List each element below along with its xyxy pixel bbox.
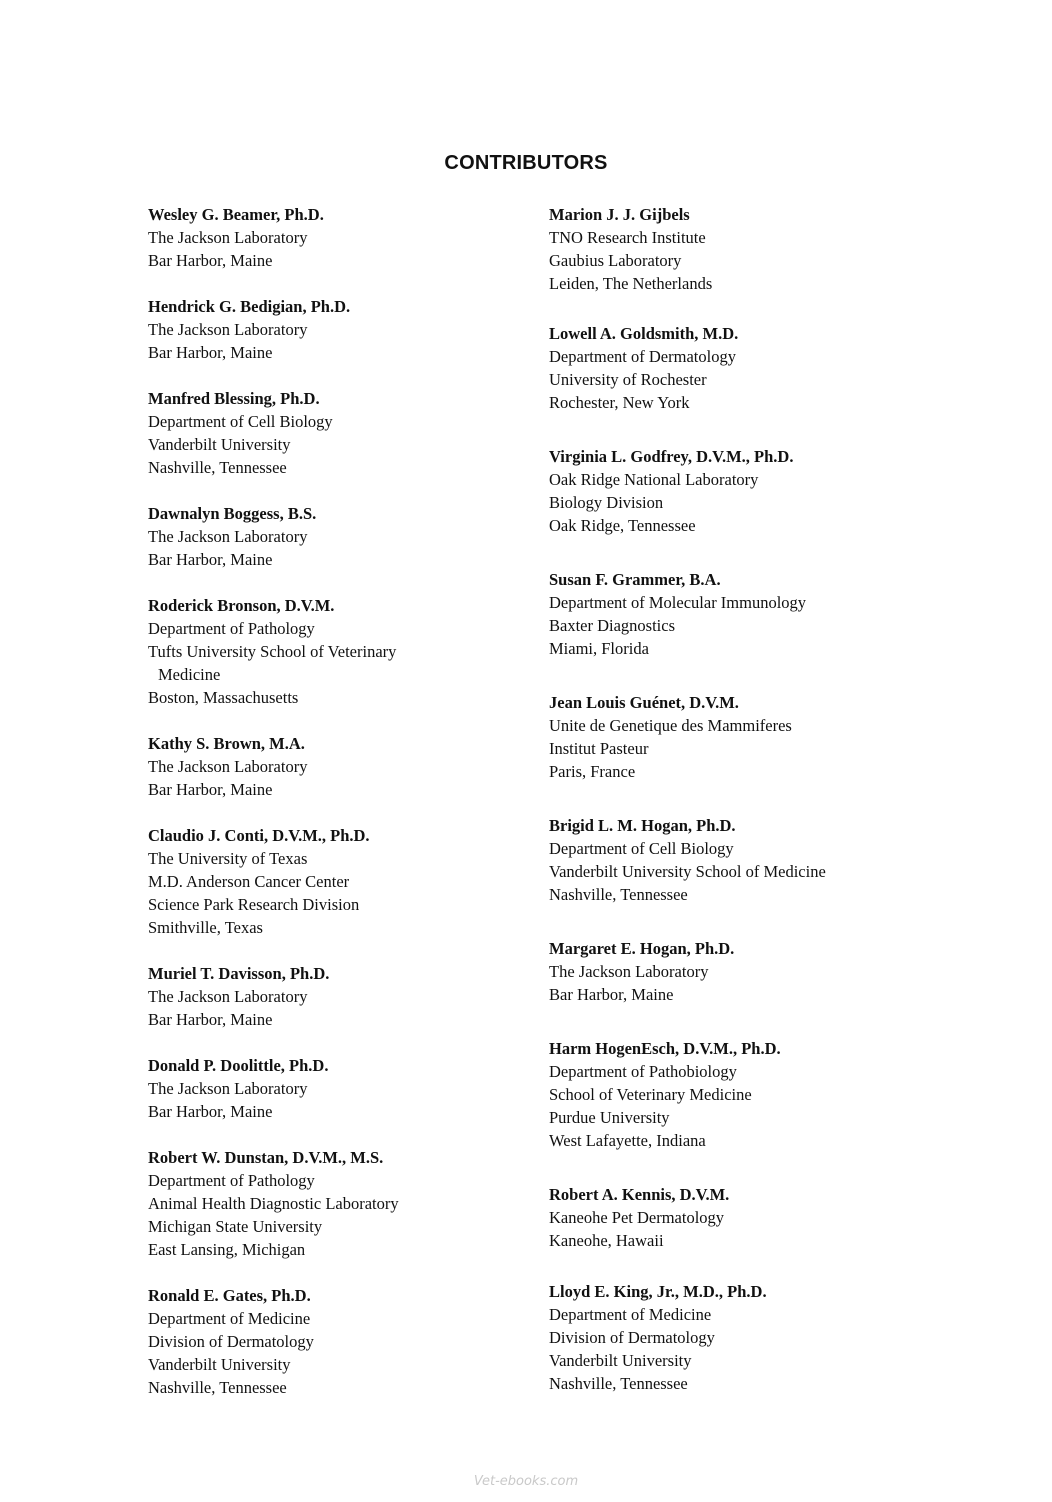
contributor-name: Marion J. J. Gijbels — [549, 205, 690, 224]
contributor-entry — [148, 732, 307, 801]
contributor-name: Virginia L. Godfrey, D.V.M., Ph.D. — [549, 447, 794, 466]
contributor-affiliation-line: Paris, France — [549, 762, 636, 781]
contributor-affiliation-line: Bar Harbor, Maine — [549, 985, 674, 1004]
contributor-affiliation-line: Division of Dermatology — [148, 1332, 314, 1351]
contributor-entry — [549, 322, 738, 414]
contributor-name: Wesley G. Beamer, Ph.D. — [148, 205, 324, 224]
contributor-name: Harm HogenEsch, D.V.M., Ph.D. — [549, 1039, 781, 1058]
contributor-affiliation-line: Rochester, New York — [549, 393, 690, 412]
contributor-entry — [549, 1280, 767, 1395]
contributor-name: Kathy S. Brown, M.A. — [148, 734, 305, 753]
contributor-affiliation-line: Smithville, Texas — [148, 918, 263, 937]
contributor-affiliation-line: Bar Harbor, Maine — [148, 251, 273, 270]
contributor-affiliation-line: Animal Health Diagnostic Laboratory — [148, 1194, 399, 1213]
contributor-affiliation-line: Department of Pathology — [148, 1171, 315, 1190]
contributor-affiliation-line: Bar Harbor, Maine — [148, 343, 273, 362]
contributor-affiliation-line: Kaneohe Pet Dermatology — [549, 1208, 725, 1227]
contributor-affiliation-line: Oak Ridge, Tennessee — [549, 516, 696, 535]
contributor-affiliation-line: Department of Pathology — [148, 619, 315, 638]
contributor-entry — [549, 1037, 781, 1152]
contributor-affiliation-line: Department of Molecular Immunology — [549, 593, 807, 612]
contributor-affiliation-line: University of Rochester — [549, 370, 707, 389]
contributor-affiliation-line: Department of Cell Biology — [148, 412, 333, 431]
contributor-affiliation-line: Science Park Research Division — [148, 895, 360, 914]
contributor-affiliation-line: Unite de Genetique des Mammiferes — [549, 716, 792, 735]
contributor-affiliation-line: Nashville, Tennessee — [148, 458, 287, 477]
contributor-affiliation-line: Institut Pasteur — [549, 739, 649, 758]
watermark: Vet-ebooks.com — [473, 1474, 579, 1489]
contributor-entry — [148, 824, 370, 939]
contributor-affiliation-line: Gaubius Laboratory — [549, 251, 682, 270]
contributor-affiliation-line: TNO Research Institute — [549, 228, 706, 247]
contributor-affiliation-line: Leiden, The Netherlands — [549, 274, 713, 293]
contributor-affiliation-line: Department of Pathobiology — [549, 1062, 737, 1081]
contributor-affiliation-line: Vanderbilt University — [148, 435, 291, 454]
contributor-entry — [549, 568, 806, 660]
contributor-affiliation-line: Department of Cell Biology — [549, 839, 734, 858]
contributor-affiliation-line: The Jackson Laboratory — [549, 962, 709, 981]
contributor-affiliation-line: Kaneohe, Hawaii — [549, 1231, 664, 1250]
contributor-name: Manfred Blessing, Ph.D. — [148, 389, 320, 408]
contributor-name: Brigid L. M. Hogan, Ph.D. — [549, 816, 736, 835]
contributor-affiliation-line: Michigan State University — [148, 1217, 323, 1236]
contributor-affiliation-line: Nashville, Tennessee — [549, 1374, 688, 1393]
contributor-affiliation-line: The University of Texas — [148, 849, 308, 868]
contributor-affiliation-line: Nashville, Tennessee — [549, 885, 688, 904]
contributor-affiliation-line: The Jackson Laboratory — [148, 987, 308, 1006]
contributor-entry — [148, 203, 324, 272]
contributor-affiliation-line: East Lansing, Michigan — [148, 1240, 306, 1259]
contributor-affiliation-line: Baxter Diagnostics — [549, 616, 676, 635]
contributor-name: Lloyd E. King, Jr., M.D., Ph.D. — [549, 1282, 767, 1301]
contributor-name: Ronald E. Gates, Ph.D. — [148, 1286, 311, 1305]
contributor-entry — [148, 962, 329, 1031]
contributor-name: Robert A. Kennis, D.V.M. — [549, 1185, 730, 1204]
contributor-affiliation-line: Nashville, Tennessee — [148, 1378, 287, 1397]
contributor-affiliation-line: The Jackson Laboratory — [148, 228, 308, 247]
contributor-affiliation-line: Vanderbilt University — [549, 1351, 692, 1370]
contributor-entry — [549, 1183, 729, 1252]
contributor-affiliation-line: Vanderbilt University — [148, 1355, 291, 1374]
contributor-name: Hendrick G. Bedigian, Ph.D. — [148, 297, 351, 316]
contributor-entry — [148, 295, 350, 364]
contributor-affiliation-line: West Lafayette, Indiana — [549, 1131, 706, 1150]
contributor-name: Margaret E. Hogan, Ph.D. — [549, 939, 735, 958]
contributor-name: Lowell A. Goldsmith, M.D. — [549, 324, 739, 343]
contributor-name: Claudio J. Conti, D.V.M., Ph.D. — [148, 826, 370, 845]
contributor-affiliation-line: Biology Division — [549, 493, 664, 512]
contributor-entry — [549, 814, 826, 906]
contributor-name: Roderick Bronson, D.V.M. — [148, 596, 335, 615]
contributor-name: Dawnalyn Boggess, B.S. — [148, 504, 317, 523]
contributor-affiliation-line: The Jackson Laboratory — [148, 527, 308, 546]
contributor-affiliation-line: Tufts University School of Veterinary — [148, 642, 397, 661]
contributor-entry — [148, 594, 396, 709]
contributor-affiliation-line: School of Veterinary Medicine — [549, 1085, 752, 1104]
contributor-affiliation-line: Purdue University — [549, 1108, 670, 1127]
contributor-entry — [148, 502, 316, 571]
contributor-affiliation-line: The Jackson Laboratory — [148, 1079, 308, 1098]
contributor-name: Robert W. Dunstan, D.V.M., M.S. — [148, 1148, 384, 1167]
contributor-affiliation-line: The Jackson Laboratory — [148, 320, 308, 339]
contributor-entry — [549, 937, 734, 1006]
contributor-entry — [549, 445, 793, 537]
contributor-entry — [148, 1054, 328, 1123]
contributor-name: Jean Louis Guénet, D.V.M. — [549, 693, 739, 712]
contributor-name: Donald P. Doolittle, Ph.D. — [148, 1056, 329, 1075]
contributor-affiliation-line: M.D. Anderson Cancer Center — [148, 872, 350, 891]
contributor-affiliation-line: Boston, Massachusetts — [148, 688, 299, 707]
contributor-affiliation-line: Bar Harbor, Maine — [148, 780, 273, 799]
contributor-affiliation-line: Miami, Florida — [549, 639, 649, 658]
contributor-entry — [549, 203, 712, 295]
contributor-affiliation-line: Division of Dermatology — [549, 1328, 715, 1347]
contributor-affiliation-line: Bar Harbor, Maine — [148, 1010, 273, 1029]
contributor-affiliation-line: The Jackson Laboratory — [148, 757, 308, 776]
contributor-affiliation-line: Department of Dermatology — [549, 347, 736, 366]
contributor-entry — [148, 387, 333, 479]
contributor-affiliation-line: Department of Medicine — [549, 1305, 712, 1324]
contributor-affiliation-line: Oak Ridge National Laboratory — [549, 470, 759, 489]
contributor-affiliation-line: Department of Medicine — [148, 1309, 311, 1328]
contributor-affiliation-line: Bar Harbor, Maine — [148, 1102, 273, 1121]
contributor-name: Muriel T. Davisson, Ph.D. — [148, 964, 330, 983]
contributor-affiliation-line: Bar Harbor, Maine — [148, 550, 273, 569]
contributor-name: Susan F. Grammer, B.A. — [549, 570, 721, 589]
contributor-affiliation-line: Vanderbilt University School of Medicine — [549, 862, 826, 881]
contributor-entry — [549, 691, 792, 783]
contributor-entry — [148, 1284, 314, 1399]
page-title: CONTRIBUTORS — [444, 152, 608, 174]
contributor-entry — [148, 1146, 399, 1261]
contributor-affiliation-line: Medicine — [158, 665, 221, 684]
